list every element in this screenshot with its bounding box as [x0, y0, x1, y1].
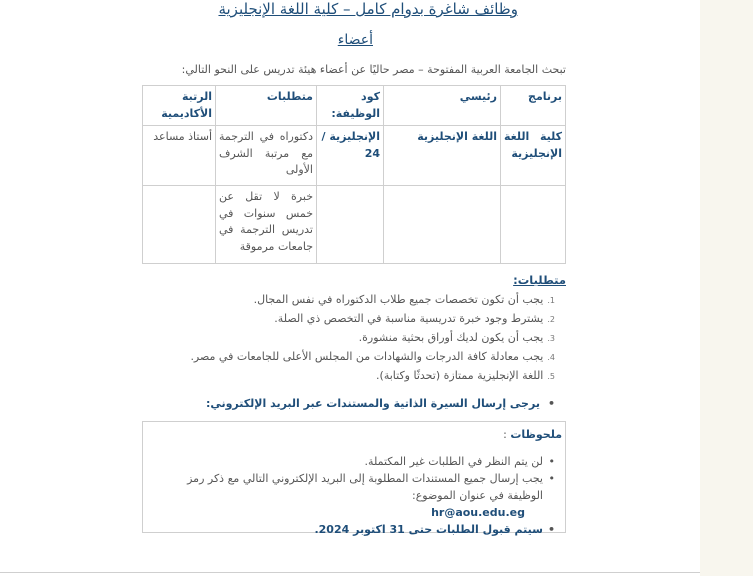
header-program: برنامج: [501, 86, 566, 126]
cell-job-code: الإنجليزية / 24: [317, 126, 384, 186]
page-title[interactable]: وظائف شاغرة بدوام كامل – كلية اللغة الإنجليزية: [218, 0, 518, 18]
header-major: رئيسي: [384, 86, 501, 126]
list-item: • لن يتم النظر في الطلبات غير المكتملة.: [155, 453, 555, 470]
table-row: [143, 186, 566, 264]
cell-empty: [501, 186, 566, 264]
cell-experience: خبرة لا تقل عن خمس سنوات في تدريس الترجمة في جامعات مرموقة: [216, 186, 317, 264]
list-item: • يجب إرسال جميع المستندات المطلوبة إلى البريد الإلكتروني التالي مع ذكر رمز الوظيفة في عنوان الموضوع: hr@aou.edu.eg: [155, 470, 555, 521]
header-requirements: متطلبات: [216, 86, 317, 126]
list-item: 3.يجب أن يكون لديك أوراق بحثية منشورة.: [358, 331, 555, 344]
jobs-table: [142, 85, 566, 264]
requirements-list: [190, 291, 555, 386]
cell-requirements: دكتوراه في الترجمة مع مرتبة الشرف الأولى: [216, 126, 317, 186]
requirements-heading: متطلبات:: [513, 273, 566, 287]
list-item: 5.اللغة الإنجليزية ممتازة (تحدثًا وكتابة).: [376, 369, 555, 382]
header-job-code: كود الوظيفة:: [317, 86, 384, 126]
cell-empty: [384, 186, 501, 264]
cell-empty: [317, 186, 384, 264]
cell-rank: أستاذ مساعد: [143, 126, 216, 186]
list-item: 4.يجب معادلة كافة الدرجات والشهادات من المجلس الأعلى للجامعات في مصر.: [190, 350, 555, 363]
list-item: 2.يشترط وجود خبرة تدريسية مناسبة في التخصص ذي الصلة.: [274, 312, 555, 325]
intro-text: تبحث الجامعة العربية المفتوحة – مصر حاليًا عن أعضاء هيئة تدريس على النحو التالي:: [181, 63, 566, 76]
right-sidebar-panel: [700, 0, 753, 576]
notes-list: [155, 453, 555, 538]
email-link[interactable]: hr@aou.edu.eg: [431, 506, 525, 519]
notes-box: [142, 421, 566, 536]
cell-program: كلية اللغة الإنجليزية: [501, 126, 566, 186]
page-subtitle[interactable]: أعضاء: [337, 32, 373, 48]
cv-instructions: •يرجى إرسال السيرة الذاتية والمستندات عبر البريد الإلكتروني:: [205, 397, 555, 410]
header-rank: الرتبة الأكاديمية: [143, 86, 216, 126]
table-header-row: [143, 86, 566, 126]
job-posting-content: [140, 0, 568, 576]
cell-empty: [143, 186, 216, 264]
cell-major: اللغة الإنجليزية: [384, 126, 501, 186]
list-item: 1.يجب أن تكون تخصصات جميع طلاب الدكتوراه في نفس المجال.: [253, 293, 555, 306]
list-item: • سيتم قبول الطلبات حتى 31 اكتوبر 2024.: [155, 521, 555, 538]
notes-heading: ملحوظات :: [503, 428, 562, 441]
table-row: [143, 126, 566, 186]
